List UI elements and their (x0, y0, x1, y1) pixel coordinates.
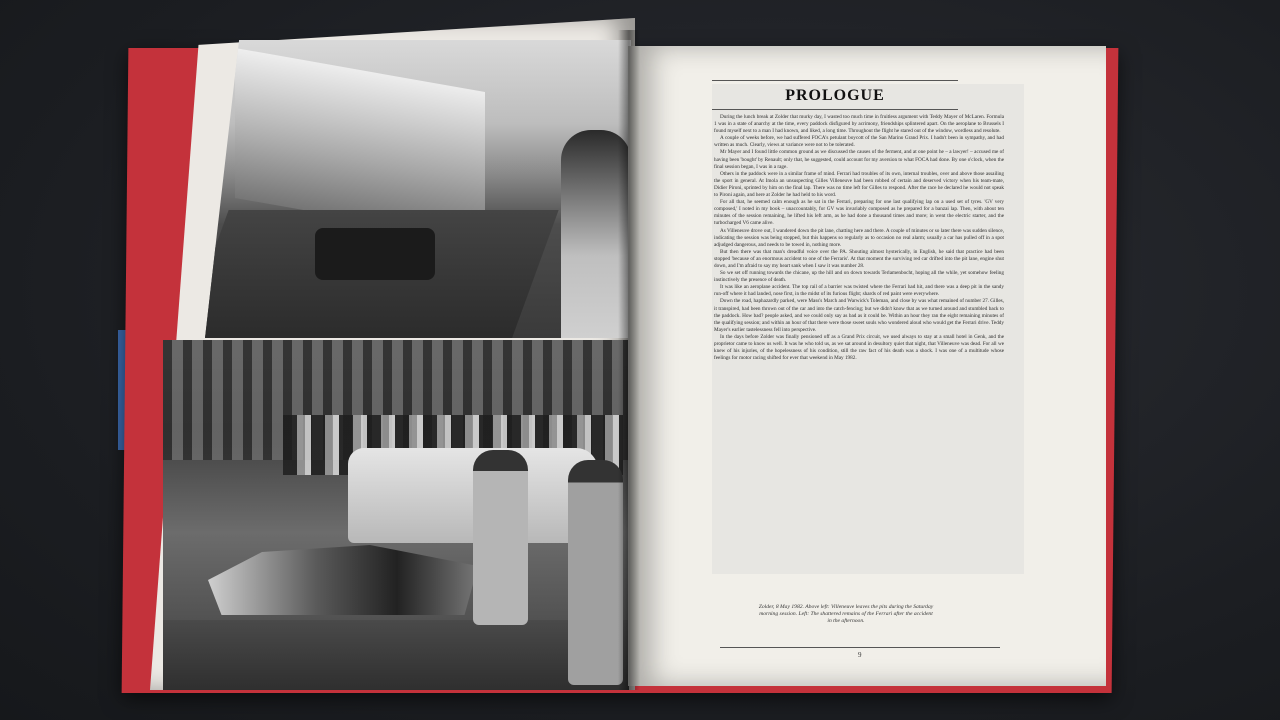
marshal-figure (473, 450, 528, 625)
photo-caption: Zolder, 8 May 1982. Above left: Villeneuve leaves the pits during the Saturday morning session. Left: The shattered remains of the Ferrari after the accident in the afternoon. (758, 604, 934, 624)
photo-crash-site (163, 340, 629, 690)
photo-pit-lane (205, 40, 631, 338)
footer-rule (720, 647, 1000, 648)
car-wreckage (208, 545, 478, 615)
chapter-heading (712, 80, 958, 110)
chapter-title: PROLOGUE (785, 87, 885, 104)
body-text (714, 114, 1004, 362)
paragraph: So we set off running towards the chicane, up the hill and on down towards Terlamenbocht, hoping all the while, yet somehow feeling instinctively the presence of death. (714, 270, 1004, 284)
page-number: 9 (858, 651, 862, 659)
paragraph: A couple of weeks before, we had suffered FOCA's petulant boycott of the San Marino Grand Prix. I hadn't been in sympathy, and had written as much. Clearly, views at variance were not to be tolerated. (714, 135, 1004, 149)
paragraph: In the days before Zolder was finally pensioned off as a Grand Prix circuit, we used always to stay at a small hotel in Genk, and the proprietor came to know us well. It was he who told us, as we sat around in desultory quiet that night, that Villeneuve was dead. For all we knew of his injuries, of the hopelessness of his condition, still the raw fact of his death was a shock. I was one of a multitude whose feelings for motor racing shifted for ever that weekend in May 1982. (714, 333, 1004, 362)
marshal-figure (568, 460, 623, 685)
paragraph: During the lunch break at Zolder that murky day, I wasted too much time in fruitless argument with Teddy Mayer of McLaren. Formula 1 was in a state of anarchy at the time, every paddock disfigured by acrimony, friendships splintered apart. On the aeroplane to Brussels I found myself next to a man I had known, and liked, a long time. Throughout the flight he stared out of the window, wordless and resolute. (714, 114, 1004, 135)
book-gutter (618, 30, 640, 690)
paragraph: Down the road, haphazardly parked, were Mass's March and Warwick's Toleman, and close by was what remained of number 27. Gilles, it transpired, had been thrown out of the car and into the catch-fencing; but we didn't know that as we turned around and stumbled back to the paddock. How bad? people asked, and we could only say as bad as it could be. Within an hour they ran the eight remaining minutes of the qualifying session; and within an hour of that there were those sweet souls who wondered aloud who would get the Ferrari drive. Teddy Mayer's earlier tastelessness fell into perspective. (714, 298, 1004, 333)
paragraph: It was like an aeroplane accident. The top rail of a barrier was twisted where the Ferrari had hit, and there was a deep pit in the sandy run-off where it had landed, nose first, in the midst of its furious flight; shards of red paint were everywhere. (714, 284, 1004, 298)
paragraph: But then there was that man's dreadful voice over the PA. Shouting almost hysterically, in English, he said that practice had been stopped 'because of an enormous accident to one of the Ferraris'. At that moment the surviving red car drifted into the pit lane, engine shut down, and I'm afraid to say my heart sank when I saw it was number 28. (714, 248, 1004, 269)
ferrari-car (315, 228, 435, 280)
paragraph: Mr Mayer and I found little common ground as we discussed the causes of the ferment, and at one point he – a lawyer! – accused me of having been 'bought' by Renault; only that, he suggested, could account for my aversion to what FOCA had done. By one o'clock, when the final session began, I was in a rage. (714, 149, 1004, 170)
paragraph: As Villeneuve drove out, I wandered down the pit lane, chatting here and there. A couple of minutes or so later there was sudden silence, indicating the session was being stopped, but this happens so regularly as to occasion no real alarm; usually a car has pulled off in a spot adjudged dangerous, and needs to be towed in, nothing more. (714, 227, 1004, 248)
paragraph: Others in the paddock were in a similar frame of mind. Ferrari had troubles of its own, internal troubles, over and above those assailing the sport in general. At Imola an unsuspecting Gilles Villeneuve had been robbed of certain and deserved victory when his team-mate, Didier Pironi, sprinted by him on the final lap. There was no time left for Gilles to respond. After the race he declared he would not speak to Pironi again, and here at Zolder he had held to his word. (714, 170, 1004, 199)
paragraph: For all that, he seemed calm enough as he sat in the Ferrari, preparing for one last qualifying lap on a used set of tyres. 'GV very composed,' I noted in my book – unaccountably, for GV was invariably composed as he prepared for a banzai lap. Then, with about ten minutes of the session remaining, he lifted his left arm, as he had done a thousand times and more; in went the electric starter, and the turbocharged V6 came alive. (714, 199, 1004, 227)
verge (163, 620, 629, 690)
